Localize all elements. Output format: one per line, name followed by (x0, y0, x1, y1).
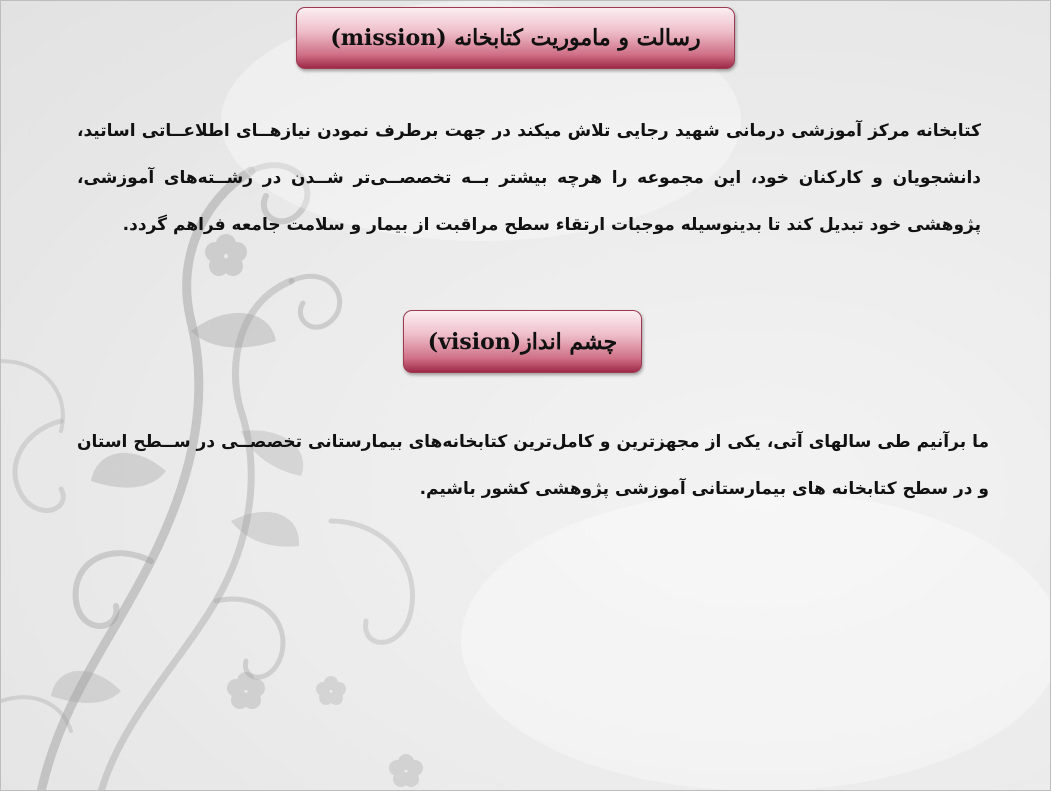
vision-title: چشم انداز(vision) (403, 310, 642, 373)
vision-paragraph: ما برآنیم طی سالهای آتی، یکی از مجهزترین و کامل‌ترین کتابخانه‌های بیمارستانی تخصصــی در ســطح استان و در سطح کتابخانه های بیمارستانی آموزشی پژوهشی کشور باشیم. (77, 432, 989, 499)
mission-title: رسالت و ماموریت کتابخانه (mission) (296, 7, 735, 69)
mission-paragraph: کتابخانه مرکز آموزشی درمانی شهید رجایی تلاش میکند در جهت برطرف نمودن نیازهــای اطلاعــاتی اساتید، دانشجویان و کارکنان خود، این مجموعه را هرچه بیشتر بــه تخصصــی‌تر شــدن در رشــته‌های آموزشی، پژوهشی خود تبدیل کند تا بدینوسیله موجبات ارتقاء سطح مراقبت از بیمار و سلامت جامعه فراهم گردد. (77, 121, 981, 235)
